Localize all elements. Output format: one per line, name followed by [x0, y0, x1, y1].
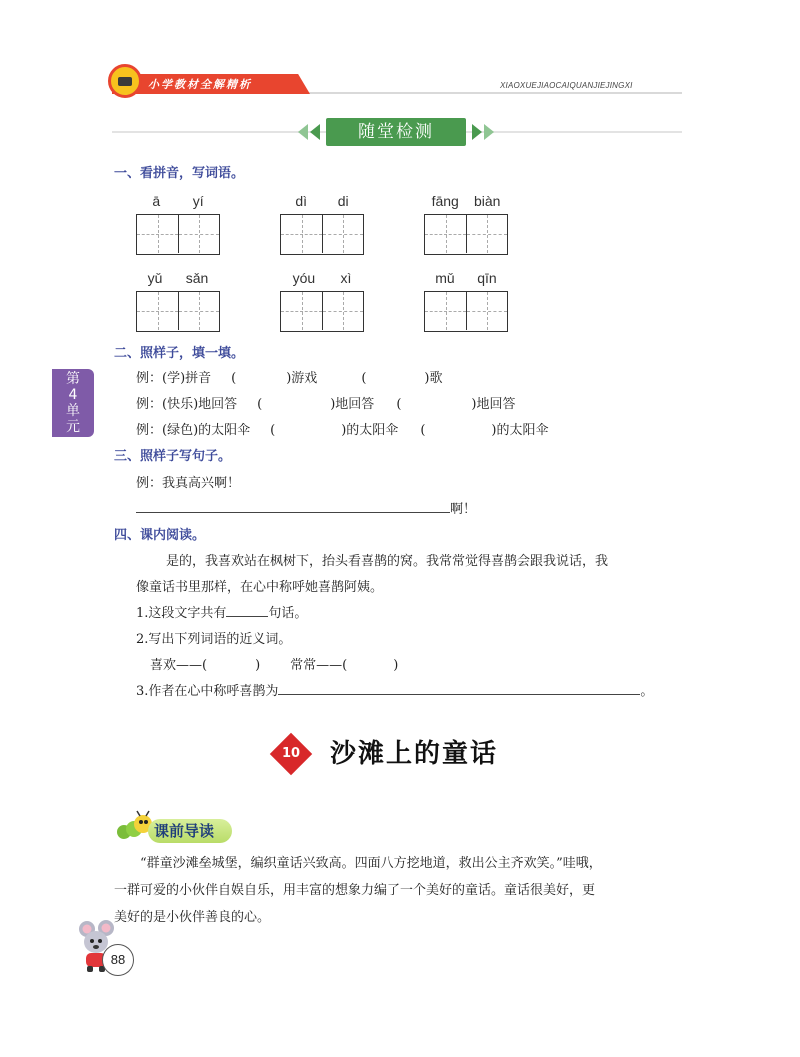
pre-reading-label: 课前导读	[148, 819, 232, 843]
question-text: 3.作者在心中称呼喜鹊为	[136, 684, 279, 699]
fill-suffix: )游戏	[286, 371, 318, 386]
question-text: 句话。	[268, 606, 308, 621]
fill-row	[136, 367, 442, 386]
writing-grid[interactable]	[136, 214, 220, 255]
pinyin-group	[280, 193, 364, 255]
writing-grid[interactable]	[280, 291, 364, 332]
section-3-title: 三、照样子写句子。	[114, 449, 232, 464]
pinyin-syllable: yǔ	[147, 270, 163, 286]
question-2: 2.写出下列词语的近义词。	[136, 632, 292, 647]
section-4-title: 四、课内阅读。	[114, 528, 206, 543]
answer-line-row	[136, 498, 476, 517]
example-text: 例：(学)拼音	[136, 371, 212, 386]
pinyin-syllable: qīn	[477, 270, 497, 286]
paren-open: (	[270, 423, 276, 438]
paren-open: (	[420, 423, 426, 438]
paren-open: (	[231, 371, 237, 386]
pinyin-syllable: ā	[152, 193, 161, 209]
pinyin-syllable: yóu	[292, 270, 316, 286]
pinyin-syllable: biàn	[473, 193, 501, 209]
example-sentence: 例：我真高兴啊！	[136, 476, 241, 491]
passage-line: 是的，我喜欢站在枫树下，抬头看喜鹊的窝。我常常觉得喜鹊会跟我说话，我	[166, 554, 609, 569]
fill-suffix: )歌	[424, 371, 443, 386]
example-text: 例：(快乐)地回答	[136, 397, 238, 412]
passage-line: 像童话书里那样，在心中称呼她喜鹊阿姨。	[136, 580, 384, 595]
writing-grid[interactable]	[424, 291, 508, 332]
question-text: 1.这段文字共有	[136, 606, 227, 621]
synonym-prompt: 喜欢——(	[150, 658, 208, 673]
writing-grid[interactable]	[424, 214, 508, 255]
arrow-left-icon	[310, 124, 320, 140]
series-pinyin: XIAOXUEJIAOCAIQUANJIEJINGXI	[500, 81, 633, 90]
fill-row	[136, 393, 515, 412]
paren-open: (	[396, 397, 402, 412]
question-3	[136, 680, 653, 699]
series-title: 小学教材全解精析	[148, 78, 252, 91]
fill-row	[136, 419, 548, 438]
pinyin-syllable: di	[337, 193, 349, 209]
pinyin-syllable: dì	[295, 193, 308, 209]
writing-grid[interactable]	[136, 291, 220, 332]
paren-close: )	[393, 658, 399, 673]
section-banner: 随堂检测	[326, 118, 466, 146]
pinyin-syllable: fāng	[431, 193, 459, 209]
pinyin-group	[136, 193, 220, 255]
answer-suffix: 啊！	[450, 502, 477, 517]
paren-open: (	[361, 371, 367, 386]
arrow-left-icon	[298, 124, 308, 140]
pinyin-syllable: sǎn	[185, 270, 209, 286]
pinyin-group	[136, 270, 220, 332]
paragraph-line: “群童沙滩垒城堡，编织童话兴致高。四面八方挖地道，救出公主齐欢笑。”哇哦，	[140, 856, 602, 871]
answer-line[interactable]	[278, 681, 640, 695]
fill-suffix: )的太阳伞	[491, 423, 549, 438]
question-1	[136, 602, 307, 621]
synonym-row	[150, 654, 398, 673]
pinyin-syllable: yí	[192, 193, 204, 209]
example-text: 例：(绿色)的太阳伞	[136, 423, 251, 438]
pinyin-syllable: mǔ	[435, 270, 455, 286]
answer-line[interactable]	[136, 499, 450, 513]
pinyin-group	[424, 193, 508, 255]
synonym-prompt: 常常——(	[290, 658, 348, 673]
pinyin-group	[280, 270, 364, 332]
unit-tab	[52, 369, 94, 437]
paren-close: )	[255, 658, 261, 673]
paragraph-line: 一群可爱的小伙伴自娱自乐，用丰富的想象力编了一个美好的童话。童话很美好，更	[114, 883, 596, 898]
pre-reading-paragraph	[114, 850, 684, 931]
fill-suffix: )地回答	[471, 397, 516, 412]
question-text: 。	[640, 684, 654, 699]
paragraph-line: 美好的是小伙伴善良的心。	[114, 910, 271, 925]
section-1-title: 一、看拼音，写词语。	[114, 166, 245, 181]
bus-logo-icon	[108, 64, 142, 98]
paren-open: (	[257, 397, 263, 412]
unit-tab-label: 第4单元	[66, 371, 80, 435]
lesson-number: 10	[281, 746, 301, 761]
page-number: 88	[102, 944, 134, 976]
pinyin-syllable: xì	[340, 270, 352, 286]
writing-grid[interactable]	[280, 214, 364, 255]
arrow-right-icon	[484, 124, 494, 140]
fill-suffix: )的太阳伞	[341, 423, 399, 438]
section-2-title: 二、照样子，填一填。	[114, 346, 245, 361]
pinyin-group	[424, 270, 508, 332]
arrow-right-icon	[472, 124, 482, 140]
fill-suffix: )地回答	[330, 397, 375, 412]
answer-blank[interactable]	[226, 603, 268, 617]
lesson-title: 沙滩上的童话	[330, 739, 499, 769]
